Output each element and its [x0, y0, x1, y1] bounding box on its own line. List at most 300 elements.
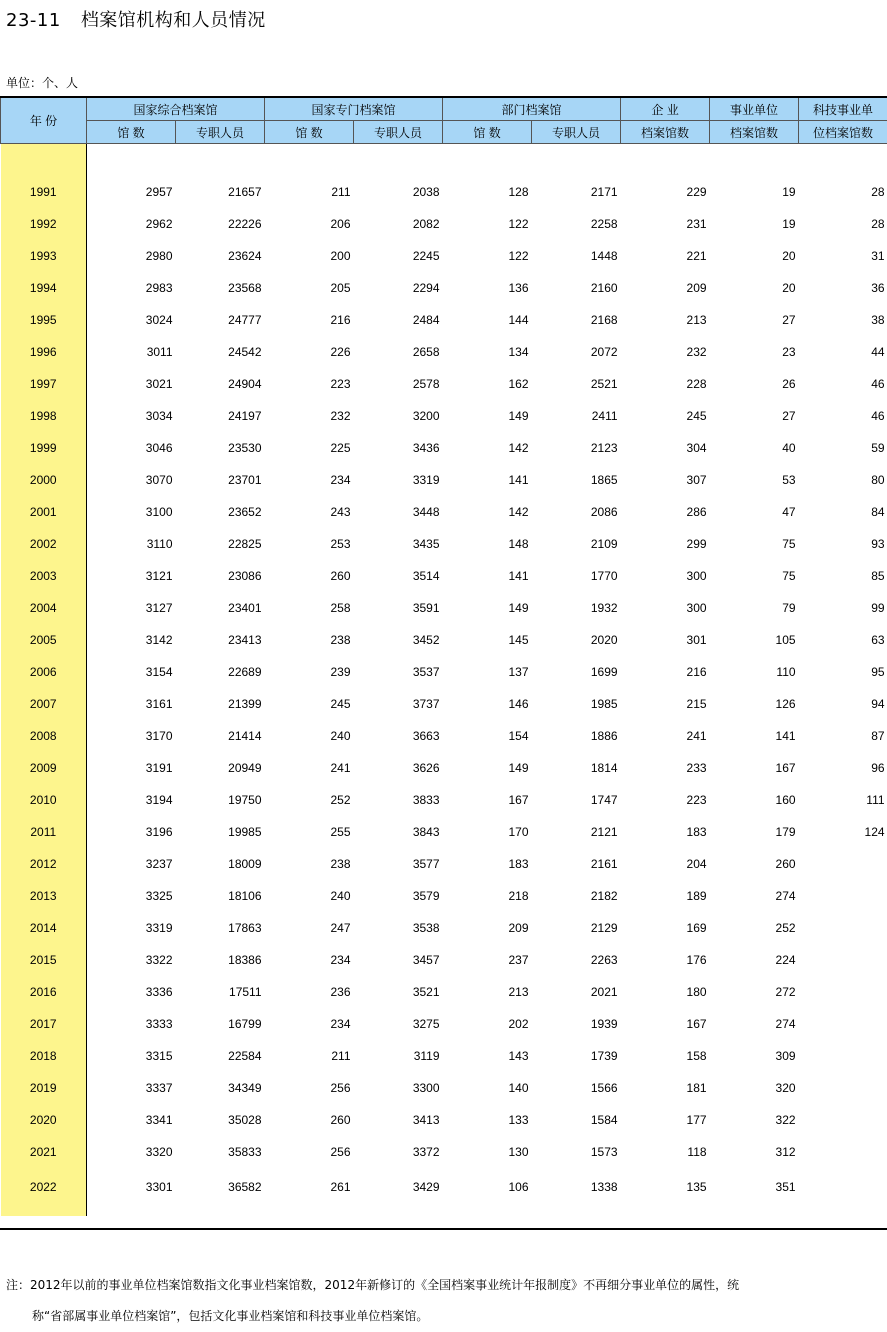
- value-cell: 299: [621, 528, 710, 560]
- table-row: [1, 368, 887, 400]
- value-cell: 24904: [176, 368, 265, 400]
- header-institution-line2: 档案馆数: [710, 121, 799, 144]
- year-cell: 2005: [1, 624, 87, 656]
- value-cell: 183: [621, 816, 710, 848]
- year-cell: 2011: [1, 816, 87, 848]
- value-cell: 2123: [532, 432, 621, 464]
- value-cell: 3457: [354, 944, 443, 976]
- value-cell: 260: [265, 560, 354, 592]
- value-cell: 44: [799, 336, 887, 368]
- value-cell: 23: [710, 336, 799, 368]
- value-cell: 79: [710, 592, 799, 624]
- value-cell: 3315: [87, 1040, 176, 1072]
- value-cell: 126: [710, 688, 799, 720]
- table-row: [1, 176, 887, 208]
- value-cell: 213: [443, 976, 532, 1008]
- table-row: [1, 1104, 887, 1136]
- value-cell: 149: [443, 400, 532, 432]
- table-title-text: 档案馆机构和人员情况: [81, 10, 266, 31]
- value-cell: 211: [265, 176, 354, 208]
- value-cell: 3110: [87, 528, 176, 560]
- value-cell: 1338: [532, 1168, 621, 1206]
- table-body: [1, 144, 887, 1217]
- value-cell: 128: [443, 176, 532, 208]
- value-cell: 118: [621, 1136, 710, 1168]
- value-cell: 241: [621, 720, 710, 752]
- value-cell: 2072: [532, 336, 621, 368]
- value-cell: 3320: [87, 1136, 176, 1168]
- value-cell: 140: [443, 1072, 532, 1104]
- value-cell: 2980: [87, 240, 176, 272]
- value-cell: 3301: [87, 1168, 176, 1206]
- value-cell: 240: [265, 720, 354, 752]
- value-cell: 245: [621, 400, 710, 432]
- value-cell: 133: [443, 1104, 532, 1136]
- value-cell: 18009: [176, 848, 265, 880]
- value-cell: 3127: [87, 592, 176, 624]
- value-cell: 110: [710, 656, 799, 688]
- year-cell: 1993: [1, 240, 87, 272]
- value-cell: 135: [621, 1168, 710, 1206]
- value-cell: 23624: [176, 240, 265, 272]
- value-cell: 238: [265, 848, 354, 880]
- value-cell: 231: [621, 208, 710, 240]
- year-cell: 2022: [1, 1168, 87, 1206]
- value-cell: 234: [265, 1008, 354, 1040]
- value-cell: 3142: [87, 624, 176, 656]
- value-cell: 223: [265, 368, 354, 400]
- subheader-staff: 专职人员: [354, 121, 443, 144]
- value-cell: 253: [265, 528, 354, 560]
- table-header: [1, 97, 887, 144]
- table-row: [1, 720, 887, 752]
- table-row: [1, 208, 887, 240]
- value-cell: 36582: [176, 1168, 265, 1206]
- value-cell: 216: [265, 304, 354, 336]
- value-cell: 304: [621, 432, 710, 464]
- value-cell: [799, 1072, 887, 1104]
- value-cell: 234: [265, 464, 354, 496]
- value-cell: 23530: [176, 432, 265, 464]
- value-cell: 228: [621, 368, 710, 400]
- value-cell: 274: [710, 880, 799, 912]
- value-cell: 2245: [354, 240, 443, 272]
- archive-statistics-table: [0, 96, 887, 1216]
- table-row: [1, 816, 887, 848]
- footnote: [6, 1270, 881, 1332]
- table-row: [1, 528, 887, 560]
- value-cell: [799, 1008, 887, 1040]
- value-cell: 154: [443, 720, 532, 752]
- value-cell: 21399: [176, 688, 265, 720]
- value-cell: 300: [621, 592, 710, 624]
- value-cell: 260: [710, 848, 799, 880]
- value-cell: 309: [710, 1040, 799, 1072]
- value-cell: [799, 1136, 887, 1168]
- value-cell: [799, 1040, 887, 1072]
- value-cell: 23401: [176, 592, 265, 624]
- value-cell: 23652: [176, 496, 265, 528]
- value-cell: 218: [443, 880, 532, 912]
- value-cell: 3194: [87, 784, 176, 816]
- value-cell: 93: [799, 528, 887, 560]
- value-cell: 2171: [532, 176, 621, 208]
- value-cell: 3034: [87, 400, 176, 432]
- year-cell: 2015: [1, 944, 87, 976]
- year-cell: 2003: [1, 560, 87, 592]
- value-cell: 3663: [354, 720, 443, 752]
- year-cell: 2007: [1, 688, 87, 720]
- value-cell: 142: [443, 496, 532, 528]
- value-cell: 22689: [176, 656, 265, 688]
- value-cell: 167: [443, 784, 532, 816]
- value-cell: 1584: [532, 1104, 621, 1136]
- year-cell: 2012: [1, 848, 87, 880]
- value-cell: 176: [621, 944, 710, 976]
- value-cell: [799, 944, 887, 976]
- value-cell: 35028: [176, 1104, 265, 1136]
- value-cell: 238: [265, 624, 354, 656]
- value-cell: 3537: [354, 656, 443, 688]
- value-cell: 122: [443, 240, 532, 272]
- value-cell: 3341: [87, 1104, 176, 1136]
- value-cell: 1865: [532, 464, 621, 496]
- value-cell: 24777: [176, 304, 265, 336]
- value-cell: 3333: [87, 1008, 176, 1040]
- value-cell: 22584: [176, 1040, 265, 1072]
- value-cell: 18106: [176, 880, 265, 912]
- value-cell: 236: [265, 976, 354, 1008]
- value-cell: 96: [799, 752, 887, 784]
- value-cell: 106: [443, 1168, 532, 1206]
- value-cell: 1886: [532, 720, 621, 752]
- year-cell: [1, 1206, 87, 1216]
- value-cell: 20: [710, 272, 799, 304]
- value-cell: 3435: [354, 528, 443, 560]
- value-cell: 255: [265, 816, 354, 848]
- header-departmental: 部门档案馆: [443, 97, 621, 121]
- value-cell: 3011: [87, 336, 176, 368]
- value-cell: 216: [621, 656, 710, 688]
- value-cell: 144: [443, 304, 532, 336]
- value-cell: 19750: [176, 784, 265, 816]
- value-cell: 3119: [354, 1040, 443, 1072]
- value-cell: 312: [710, 1136, 799, 1168]
- value-cell: 19: [710, 208, 799, 240]
- year-cell: 1992: [1, 208, 87, 240]
- value-cell: 200: [265, 240, 354, 272]
- value-cell: 34349: [176, 1072, 265, 1104]
- value-cell: 247: [265, 912, 354, 944]
- table-row: [1, 400, 887, 432]
- value-cell: 24542: [176, 336, 265, 368]
- year-cell: 2000: [1, 464, 87, 496]
- year-cell: 2020: [1, 1104, 87, 1136]
- value-cell: 179: [710, 816, 799, 848]
- table-row: [1, 624, 887, 656]
- table-row: [1, 464, 887, 496]
- header-enterprise-line1: 企 业: [621, 97, 710, 121]
- value-cell: 142: [443, 432, 532, 464]
- table-title: [6, 6, 266, 32]
- value-cell: 2121: [532, 816, 621, 848]
- value-cell: 209: [621, 272, 710, 304]
- subheader-count: 馆 数: [443, 121, 532, 144]
- year-cell: 2016: [1, 976, 87, 1008]
- value-cell: 26: [710, 368, 799, 400]
- value-cell: 2161: [532, 848, 621, 880]
- value-cell: 3413: [354, 1104, 443, 1136]
- value-cell: 23568: [176, 272, 265, 304]
- value-cell: 2129: [532, 912, 621, 944]
- value-cell: 204: [621, 848, 710, 880]
- header-national-comprehensive: 国家综合档案馆: [87, 97, 265, 121]
- value-cell: 3196: [87, 816, 176, 848]
- value-cell: 1747: [532, 784, 621, 816]
- value-cell: 40: [710, 432, 799, 464]
- value-cell: 20: [710, 240, 799, 272]
- value-cell: [799, 880, 887, 912]
- year-cell: 2021: [1, 1136, 87, 1168]
- value-cell: 18386: [176, 944, 265, 976]
- value-cell: [799, 1104, 887, 1136]
- subheader-staff: 专职人员: [532, 121, 621, 144]
- value-cell: 233: [621, 752, 710, 784]
- value-cell: 3046: [87, 432, 176, 464]
- value-cell: 124: [799, 816, 887, 848]
- value-cell: 2086: [532, 496, 621, 528]
- table-row: [1, 944, 887, 976]
- value-cell: 3154: [87, 656, 176, 688]
- value-cell: 260: [265, 1104, 354, 1136]
- value-cell: 99: [799, 592, 887, 624]
- value-cell: 160: [710, 784, 799, 816]
- table-row: [1, 1040, 887, 1072]
- value-cell: 2258: [532, 208, 621, 240]
- value-cell: 274: [710, 1008, 799, 1040]
- value-cell: 3300: [354, 1072, 443, 1104]
- value-cell: 53: [710, 464, 799, 496]
- value-cell: 143: [443, 1040, 532, 1072]
- value-cell: 145: [443, 624, 532, 656]
- value-cell: 3325: [87, 880, 176, 912]
- table-row: [1, 688, 887, 720]
- value-cell: 234: [265, 944, 354, 976]
- value-cell: 209: [443, 912, 532, 944]
- value-cell: 3521: [354, 976, 443, 1008]
- value-cell: 167: [621, 1008, 710, 1040]
- value-cell: 1699: [532, 656, 621, 688]
- value-cell: 3626: [354, 752, 443, 784]
- value-cell: 3843: [354, 816, 443, 848]
- value-cell: 1566: [532, 1072, 621, 1104]
- value-cell: 148: [443, 528, 532, 560]
- value-cell: 35833: [176, 1136, 265, 1168]
- value-cell: 46: [799, 368, 887, 400]
- value-cell: 307: [621, 464, 710, 496]
- value-cell: 245: [265, 688, 354, 720]
- value-cell: 301: [621, 624, 710, 656]
- table-row: [1, 432, 887, 464]
- value-cell: 22226: [176, 208, 265, 240]
- table-row: [1, 656, 887, 688]
- value-cell: 1985: [532, 688, 621, 720]
- header-national-specialized: 国家专门档案馆: [265, 97, 443, 121]
- value-cell: 24197: [176, 400, 265, 432]
- value-cell: 320: [710, 1072, 799, 1104]
- value-cell: 3538: [354, 912, 443, 944]
- value-cell: 2020: [532, 624, 621, 656]
- value-cell: 75: [710, 528, 799, 560]
- value-cell: 2263: [532, 944, 621, 976]
- value-cell: 3452: [354, 624, 443, 656]
- value-cell: 3070: [87, 464, 176, 496]
- value-cell: 181: [621, 1072, 710, 1104]
- value-cell: 23413: [176, 624, 265, 656]
- value-cell: 205: [265, 272, 354, 304]
- unit-label: 单位：个、人: [6, 74, 78, 91]
- value-cell: 36: [799, 272, 887, 304]
- filler-row: [1, 1206, 887, 1216]
- value-cell: 38: [799, 304, 887, 336]
- value-cell: 2182: [532, 880, 621, 912]
- year-cell: 1998: [1, 400, 87, 432]
- value-cell: 3436: [354, 432, 443, 464]
- value-cell: 223: [621, 784, 710, 816]
- value-cell: 3337: [87, 1072, 176, 1104]
- value-cell: 63: [799, 624, 887, 656]
- value-cell: 3322: [87, 944, 176, 976]
- table-row: [1, 912, 887, 944]
- value-cell: 2411: [532, 400, 621, 432]
- value-cell: 1939: [532, 1008, 621, 1040]
- table-number: 23-11: [6, 10, 61, 31]
- value-cell: 27: [710, 400, 799, 432]
- value-cell: 122: [443, 208, 532, 240]
- year-cell: 2008: [1, 720, 87, 752]
- value-cell: 2962: [87, 208, 176, 240]
- year-cell: 2002: [1, 528, 87, 560]
- value-cell: 136: [443, 272, 532, 304]
- value-cell: 2038: [354, 176, 443, 208]
- value-cell: 21414: [176, 720, 265, 752]
- table-row: [1, 1008, 887, 1040]
- value-cell: 189: [621, 880, 710, 912]
- year-cell: 2004: [1, 592, 87, 624]
- value-cell: 213: [621, 304, 710, 336]
- value-cell: 3100: [87, 496, 176, 528]
- value-cell: 322: [710, 1104, 799, 1136]
- header-scitech-line2: 位档案馆数: [799, 121, 887, 144]
- value-cell: 240: [265, 880, 354, 912]
- value-cell: 300: [621, 560, 710, 592]
- spacer-row: [1, 144, 887, 177]
- value-cell: 134: [443, 336, 532, 368]
- value-cell: 80: [799, 464, 887, 496]
- value-cell: 141: [443, 560, 532, 592]
- subheader-count: 馆 数: [87, 121, 176, 144]
- table-row: [1, 336, 887, 368]
- year-cell: 1997: [1, 368, 87, 400]
- value-cell: 1573: [532, 1136, 621, 1168]
- value-cell: 19985: [176, 816, 265, 848]
- value-cell: 232: [265, 400, 354, 432]
- value-cell: 149: [443, 592, 532, 624]
- value-cell: 16799: [176, 1008, 265, 1040]
- value-cell: 2082: [354, 208, 443, 240]
- value-cell: 17863: [176, 912, 265, 944]
- table-row: [1, 752, 887, 784]
- year-cell: 2019: [1, 1072, 87, 1104]
- footnote-line-2: 称“省部属事业单位档案馆”，包括文化事业档案馆和科技事业单位档案馆。: [6, 1301, 881, 1332]
- table-row: [1, 848, 887, 880]
- value-cell: 3191: [87, 752, 176, 784]
- year-cell: 2017: [1, 1008, 87, 1040]
- value-cell: 1814: [532, 752, 621, 784]
- value-cell: 1448: [532, 240, 621, 272]
- value-cell: [799, 912, 887, 944]
- value-cell: 3737: [354, 688, 443, 720]
- year-cell: 2018: [1, 1040, 87, 1072]
- value-cell: 162: [443, 368, 532, 400]
- value-cell: 226: [265, 336, 354, 368]
- value-cell: 19: [710, 176, 799, 208]
- table-row: [1, 1136, 887, 1168]
- value-cell: 221: [621, 240, 710, 272]
- value-cell: 149: [443, 752, 532, 784]
- value-cell: 2521: [532, 368, 621, 400]
- value-cell: 1770: [532, 560, 621, 592]
- value-cell: 21657: [176, 176, 265, 208]
- value-cell: 3200: [354, 400, 443, 432]
- value-cell: 177: [621, 1104, 710, 1136]
- value-cell: [799, 976, 887, 1008]
- value-cell: 256: [265, 1072, 354, 1104]
- value-cell: 3833: [354, 784, 443, 816]
- value-cell: 229: [621, 176, 710, 208]
- year-cell: 2009: [1, 752, 87, 784]
- value-cell: 3336: [87, 976, 176, 1008]
- header-year: 年 份: [1, 97, 87, 144]
- table-row: [1, 240, 887, 272]
- footnote-line-1: 注：2012年以前的事业单位档案馆数指文化事业档案馆数，2012年新修订的《全国档案事业统计年报制度》不再细分事业单位的属性，统: [6, 1270, 881, 1301]
- value-cell: 3448: [354, 496, 443, 528]
- value-cell: 215: [621, 688, 710, 720]
- value-cell: 22825: [176, 528, 265, 560]
- value-cell: 206: [265, 208, 354, 240]
- value-cell: 3121: [87, 560, 176, 592]
- value-cell: 28: [799, 208, 887, 240]
- value-cell: 130: [443, 1136, 532, 1168]
- value-cell: 2957: [87, 176, 176, 208]
- year-cell: 1994: [1, 272, 87, 304]
- year-cell: 2001: [1, 496, 87, 528]
- year-cell: 2010: [1, 784, 87, 816]
- value-cell: 3577: [354, 848, 443, 880]
- value-cell: 2021: [532, 976, 621, 1008]
- value-cell: 23086: [176, 560, 265, 592]
- value-cell: 180: [621, 976, 710, 1008]
- table-row: [1, 560, 887, 592]
- table-row: [1, 496, 887, 528]
- value-cell: 2578: [354, 368, 443, 400]
- value-cell: 258: [265, 592, 354, 624]
- value-cell: [799, 848, 887, 880]
- value-cell: 211: [265, 1040, 354, 1072]
- value-cell: 3579: [354, 880, 443, 912]
- table-row: [1, 1168, 887, 1206]
- value-cell: 167: [710, 752, 799, 784]
